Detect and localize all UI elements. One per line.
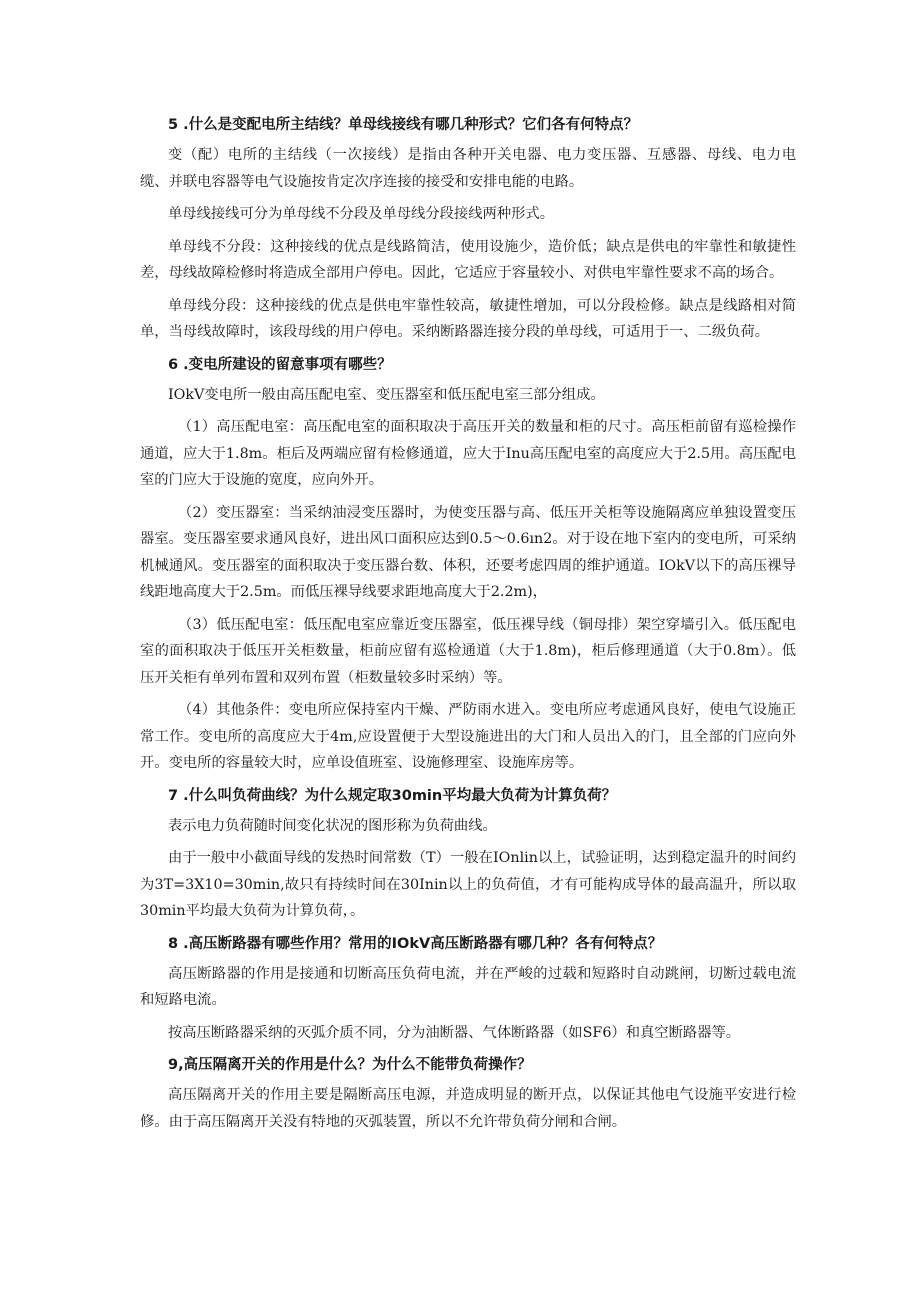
section-9 <box>140 1052 796 1135</box>
paragraph: 由于一般中小截面导线的发热时间常数（T）一般在IOnlin以上，试验证明，达到稳定温升的时间约为3T=3X10=30min,故只有持续时间在30Inin以上的负荷值，才有可能构成导体的最高温升，所以取30min平均最大负荷为计算负荷，。 <box>140 850 796 919</box>
section-heading: 6 .变电所建设的留意事项有哪些？ <box>168 356 392 373</box>
paragraph: 单母线不分段：这种接线的优点是线路简洁，使用设施少，造价低；缺点是供电的牢靠性和敏捷性差，母线故障检修时将造成全部用户停电。因此，它适应于容量较小、对供电牢靠性要求不高的场合。 <box>140 238 796 281</box>
paragraph: （3）低压配电室：低压配电室应靠近变压器室，低压裸导线（铜母排）架空穿墙引入。低压配电室的面积取决于低压开关柜数量，柜前应留有巡检通道（大于1.8m)，柜后修理通道（大于0.8m）。低压开关柜有单列布置和双列布置（柜数量较多时采纳）等。 <box>140 616 796 686</box>
paragraph: 表示电力负荷随时间变化状况的图形称为负荷曲线。 <box>168 817 497 834</box>
paragraph: 按高压断路器采纳的灭弧介质不同，分为油断器、气体断路器（如SF6）和真空断路器等。 <box>168 1024 741 1041</box>
section-heading: 7 .什么叫负荷曲线？为什么规定取30min平均最大负荷为计算负荷？ <box>168 787 617 804</box>
section-heading: 8 .高压断路器有哪些作用？常用的IOkV高压断路器有哪几种？各有何特点？ <box>168 935 663 952</box>
section-5 <box>140 112 796 346</box>
paragraph: 变（配）电所的主结线（一次接线）是指由各种开关电器、电力变压器、互感器、母线、电力电缆、并联电容器等电气设施按肯定次序连接的接受和安排电能的电路。 <box>140 147 796 190</box>
paragraph: （1）高压配电室：高压配电室的面积取决于高压开关的数量和柜的尺寸。高压柜前留有巡检操作通道，应大于1.8m。柜后及两端应留有检修通道，应大于Inu高压配电室的高度应大于2.5用。高压配电室的门应大于设施的宽度，应向外开。 <box>140 419 796 488</box>
section-7 <box>140 783 796 925</box>
section-8 <box>140 931 796 1047</box>
paragraph: 高压隔离开关的作用主要是隔断高压电源，并造成明显的断开点，以保证其他电气设施平安进行检修。由于高压隔离开关没有特地的灭弧装置，所以不允许带负荷分闸和合闸。 <box>140 1087 796 1130</box>
paragraph: （4）其他条件：变电所应保持室内干燥、严防雨水进入。变电所应考虑通风良好，使电气设施正常工作。变电所的高度应大于4m,应设置便于大型设施进出的大门和人员出入的门，且全部的门应向外开。变电所的容量较大时，应单设值班室、设施修理室、设施库房等。 <box>140 702 796 771</box>
document-page <box>140 112 796 1141</box>
paragraph: 单母线接线可分为单母线不分段及单母线分段接线两种形式。 <box>168 206 555 222</box>
paragraph: 单母线分段：这种接线的优点是供电牢靠性较高，敏捷性增加，可以分段检修。缺点是线路相对简单，当母线故障时，该段母线的用户停电。采纳断路器连接分段的单母线，可适用于一、二级负荷。 <box>140 297 796 340</box>
section-6 <box>140 352 796 777</box>
paragraph: 高压断路器的作用是接通和切断高压负荷电流，并在严峻的过载和短路时自动跳闸，切断过载电流和短路电流。 <box>140 965 796 1008</box>
paragraph: （2）变压器室：当采纳油浸变压器时，为使变压器与高、低压开关柜等设施隔离应单独设置变压器室。变压器室要求通风良好，进出风口面积应达到0.5～0.6ın2。对于设在地下室内的变电所，可采纳机械通风。变压器室的面积取决于变压器台数、体积，还要考虑四周的维护通道。IOkV以下的高压裸导线距地高度大于2.5m。而低压裸导线要求距地高度大于2.2m)， <box>140 504 796 600</box>
section-heading: 5 .什么是变配电所主结线？单母线接线有哪几种形式？它们各有何特点？ <box>168 117 639 133</box>
paragraph: IOkV变电所一般由高压配电室、变压器室和低压配电室三部分组成。 <box>168 386 605 403</box>
section-heading: 9,高压隔离开关的作用是什么？为什么不能带负荷操作？ <box>168 1057 532 1073</box>
